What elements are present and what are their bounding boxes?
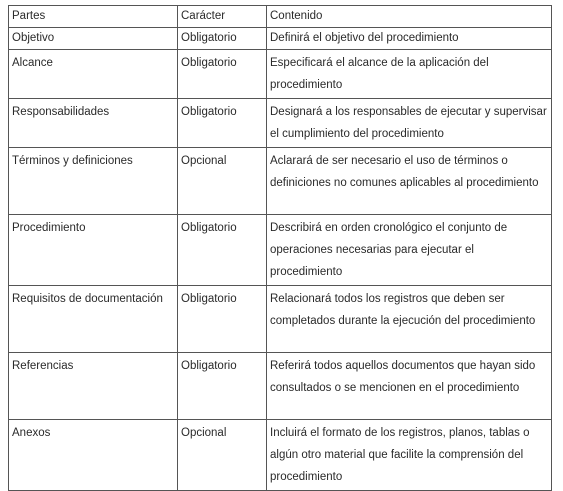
cell-contenido: Referirá todos aquellos documentos que hayan sido consultados o se mencionen en el procedimiento (267, 353, 552, 420)
cell-contenido: Designará a los responsables de ejecutar y supervisar el cumplimiento del procedimiento (267, 99, 552, 148)
document-table (8, 5, 552, 491)
cell-parte: Procedimiento (9, 215, 178, 286)
header-contenido: Contenido (267, 6, 552, 28)
header-partes: Partes (9, 6, 178, 28)
cell-parte: Responsabilidades (9, 99, 178, 148)
table-row (9, 28, 552, 50)
table-row (9, 353, 552, 420)
header-caracter: Carácter (178, 6, 267, 28)
cell-caracter: Obligatorio (178, 99, 267, 148)
table-header-row (9, 6, 552, 28)
cell-contenido: Aclarará de ser necesario el uso de términos o definiciones no comunes aplicables al procedimiento (267, 148, 552, 215)
cell-caracter: Obligatorio (178, 28, 267, 50)
cell-caracter: Obligatorio (178, 286, 267, 353)
table-row (9, 215, 552, 286)
cell-caracter: Obligatorio (178, 50, 267, 99)
cell-caracter: Obligatorio (178, 215, 267, 286)
cell-parte: Requisitos de documentación (9, 286, 178, 353)
table-row (9, 148, 552, 215)
cell-contenido: Relacionará todos los registros que deben ser completados durante la ejecución del procedimiento (267, 286, 552, 353)
cell-contenido: Definirá el objetivo del procedimiento (267, 28, 552, 50)
table-row (9, 50, 552, 99)
cell-caracter: Opcional (178, 420, 267, 491)
cell-contenido: Describirá en orden cronológico el conjunto de operaciones necesarias para ejecutar el procedimiento (267, 215, 552, 286)
table-row (9, 286, 552, 353)
table-row (9, 99, 552, 148)
cell-parte: Objetivo (9, 28, 178, 50)
cell-contenido: Especificará el alcance de la aplicación del procedimiento (267, 50, 552, 99)
cell-caracter: Opcional (178, 148, 267, 215)
cell-contenido: Incluirá el formato de los registros, planos, tablas o algún otro material que facilite la comprensión del procedimiento (267, 420, 552, 491)
cell-parte: Anexos (9, 420, 178, 491)
cell-caracter: Obligatorio (178, 353, 267, 420)
cell-parte: Términos y definiciones (9, 148, 178, 215)
cell-parte: Referencias (9, 353, 178, 420)
cell-parte: Alcance (9, 50, 178, 99)
